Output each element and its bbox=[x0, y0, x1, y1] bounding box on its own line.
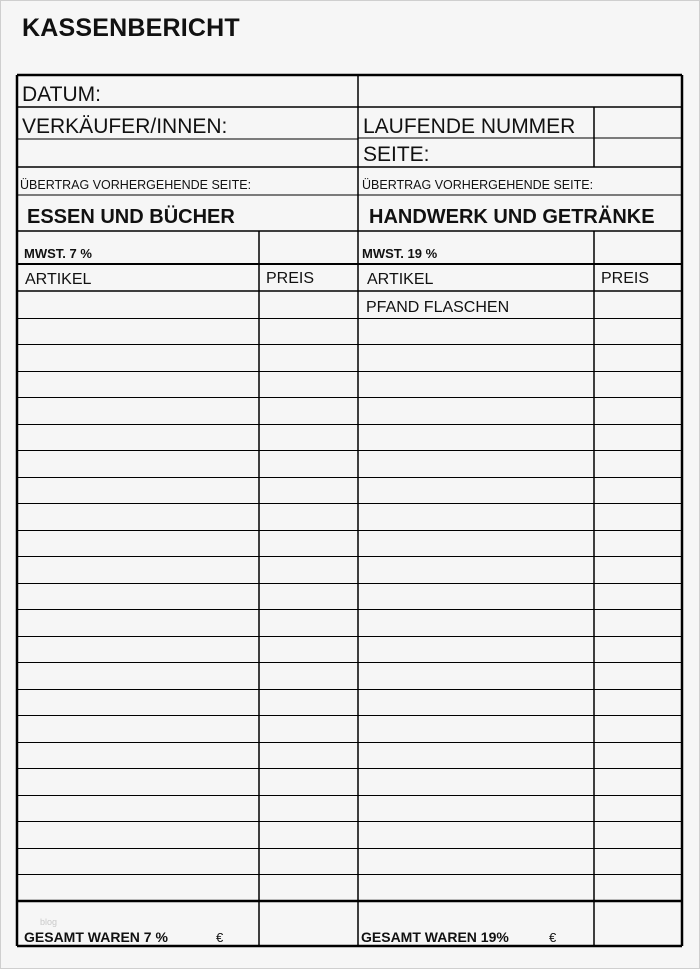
column-header-price-left: PREIS bbox=[266, 270, 315, 287]
vat-left-label: MWST. 7 % bbox=[24, 246, 92, 261]
page-number-field[interactable] bbox=[596, 139, 680, 165]
vat-right-label: MWST. 19 % bbox=[362, 246, 438, 261]
document-title: KASSENBERICHT bbox=[22, 14, 240, 42]
currency-left: € bbox=[216, 930, 224, 945]
section-title-right: HANDWERK UND GETRÄNKE bbox=[369, 206, 655, 228]
currency-right: € bbox=[549, 930, 557, 945]
column-header-price-right: PREIS bbox=[601, 270, 650, 287]
watermark: blog bbox=[40, 917, 58, 927]
serial-number-field[interactable] bbox=[596, 110, 680, 136]
section-title-left: ESSEN UND BÜCHER bbox=[27, 206, 235, 228]
page-label: SEITE: bbox=[363, 143, 430, 166]
column-header-article-left: ARTIKEL bbox=[25, 271, 92, 288]
seller-label: VERKÄUFER/INNEN: bbox=[22, 115, 228, 138]
list-item-deposit-bottles: PFAND FLASCHEN bbox=[366, 299, 510, 316]
seller-field[interactable] bbox=[232, 110, 354, 136]
date-label: DATUM: bbox=[22, 83, 101, 106]
total-left-label: GESAMT WAREN 7 % bbox=[24, 929, 168, 945]
date-field[interactable] bbox=[105, 78, 355, 104]
serial-number-label: LAUFENDE NUMMER bbox=[363, 115, 576, 138]
carryover-left-label: ÜBERTRAG VORHERGEHENDE SEITE: bbox=[20, 178, 252, 192]
carryover-right-label: ÜBERTRAG VORHERGEHENDE SEITE: bbox=[362, 178, 594, 192]
column-header-article-right: ARTIKEL bbox=[367, 271, 434, 288]
total-right-label: GESAMT WAREN 19% bbox=[361, 929, 509, 945]
